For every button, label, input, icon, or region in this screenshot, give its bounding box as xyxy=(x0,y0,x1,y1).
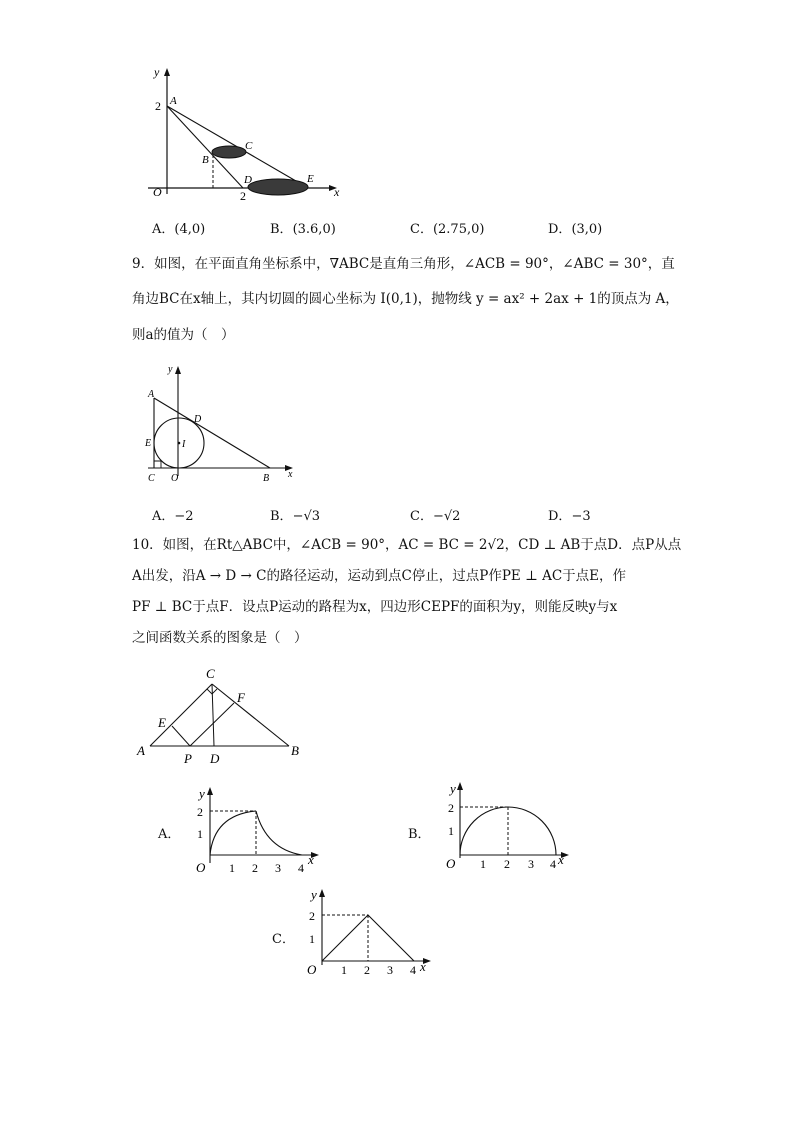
q10-label-E: E xyxy=(158,715,166,730)
q8-label-C: C xyxy=(245,140,253,152)
q10b-label-y1: 1 xyxy=(448,824,454,838)
q10a-label-x4: 4 xyxy=(298,861,304,875)
q10-label-B: B xyxy=(291,743,299,758)
q10b-label-x: x xyxy=(558,852,564,867)
q10c-label-y1: 1 xyxy=(309,932,315,946)
q10a-label-y1: 1 xyxy=(197,827,203,841)
q10c-label-x4: 4 xyxy=(410,963,416,977)
q9-label-A: A xyxy=(148,389,155,400)
q9-label-D: D xyxy=(194,414,202,425)
q10-line-1: 10．如图，在Rt△ABC中，∠ACB = 90°，AC = BC = 2√2，CD ⊥ AB于点D．点P从点 xyxy=(132,537,682,553)
q9-option-b[interactable]: B．−√3 xyxy=(270,509,321,524)
q10-option-b-label[interactable]: B． xyxy=(408,827,431,842)
q10c-label-x: x xyxy=(420,959,426,974)
q10a-label-x2: 2 xyxy=(252,861,258,875)
q10b-label-x2: 2 xyxy=(504,857,510,871)
q10-label-F: F xyxy=(237,690,245,705)
q9-line-1: 9．如图，在平面直角坐标系中，∇ABC是直角三角形，∠ACB = 90°，∠ABC = 30°，直 xyxy=(132,256,675,272)
q10-graph-c xyxy=(304,885,434,980)
q10-label-C: C xyxy=(206,666,215,681)
q10c-label-x3: 3 xyxy=(387,963,393,977)
q10-option-a-label[interactable]: A． xyxy=(158,827,181,842)
q10b-label-y2: 2 xyxy=(448,801,454,815)
q8-label-A: A xyxy=(170,95,177,107)
q9-option-d[interactable]: D．−3 xyxy=(548,509,591,524)
q9-line-2: 角边BC在x轴上，其内切圆的圆心坐标为 I(0,1)，抛物线 y = ax² + 2ax + 1的顶点为 A， xyxy=(132,291,679,307)
q10-label-D: D xyxy=(210,751,220,766)
q9-label-O: O xyxy=(171,473,179,484)
q8-figure xyxy=(140,60,350,210)
q8-label-x: x xyxy=(334,185,340,199)
q8-option-c[interactable]: C．(2.75,0) xyxy=(410,222,485,237)
q9-option-c[interactable]: C．−√2 xyxy=(410,509,461,524)
q10b-label-x3: 3 xyxy=(528,857,534,871)
q8-label-D: D xyxy=(244,174,252,186)
q10b-label-x4: 4 xyxy=(550,857,556,871)
q10c-label-y: y xyxy=(311,887,317,902)
q10-line-3: PF ⊥ BC于点F．设点P运动的路程为x，四边形CEPF的面积为y，则能反映y与x xyxy=(132,599,618,615)
q10a-label-y: y xyxy=(199,786,205,801)
q9-label-C: C xyxy=(148,473,155,484)
q9-option-a[interactable]: A．−2 xyxy=(152,509,194,524)
q8-label-origin: O xyxy=(153,185,162,199)
q9-label-x: x xyxy=(288,469,293,480)
q10c-label-y2: 2 xyxy=(309,909,315,923)
q10a-label-O: O xyxy=(196,860,206,875)
q8-label-E: E xyxy=(307,173,314,185)
q10b-label-x1: 1 xyxy=(480,857,486,871)
q8-option-a[interactable]: A．(4,0) xyxy=(152,222,206,237)
q9-label-E: E xyxy=(145,438,152,449)
q9-label-I: I xyxy=(182,439,186,450)
q9-figure xyxy=(138,360,308,490)
q10-line-2: A出发，沿A → D → C的路径运动，运动到点C停止，过点P作PE ⊥ AC于点E，作 xyxy=(132,568,627,584)
q8-label-B: B xyxy=(202,154,209,166)
q10b-label-y: y xyxy=(450,781,456,796)
q8-label-y: y xyxy=(154,65,160,79)
q10c-label-x1: 1 xyxy=(341,963,347,977)
q9-label-B: B xyxy=(263,473,270,484)
q10-line-4: 之间函数关系的图象是（ ） xyxy=(132,630,308,646)
q10-graph-a xyxy=(192,785,322,880)
q10a-label-x3: 3 xyxy=(275,861,281,875)
q10c-label-x2: 2 xyxy=(364,963,370,977)
q10c-label-O: O xyxy=(307,962,317,977)
q10-graph-b xyxy=(442,780,572,875)
q10b-label-O: O xyxy=(446,856,456,871)
q10a-label-x1: 1 xyxy=(229,861,235,875)
q8-label-y2: 2 xyxy=(155,99,161,113)
q10a-label-x: x xyxy=(308,852,314,867)
q8-label-x2: 2 xyxy=(240,189,246,203)
q10a-label-y2: 2 xyxy=(197,805,203,819)
q10-label-P: P xyxy=(184,751,192,766)
q9-line-3: 则a的值为（ ） xyxy=(132,327,235,343)
q8-option-b[interactable]: B．(3.6,0) xyxy=(270,222,336,237)
q9-label-y: y xyxy=(168,364,173,375)
q10-label-A: A xyxy=(137,743,145,758)
q10-triangle-figure xyxy=(134,660,314,770)
q10-option-c-label[interactable]: C． xyxy=(272,932,295,947)
q8-option-d[interactable]: D．(3,0) xyxy=(548,222,603,237)
